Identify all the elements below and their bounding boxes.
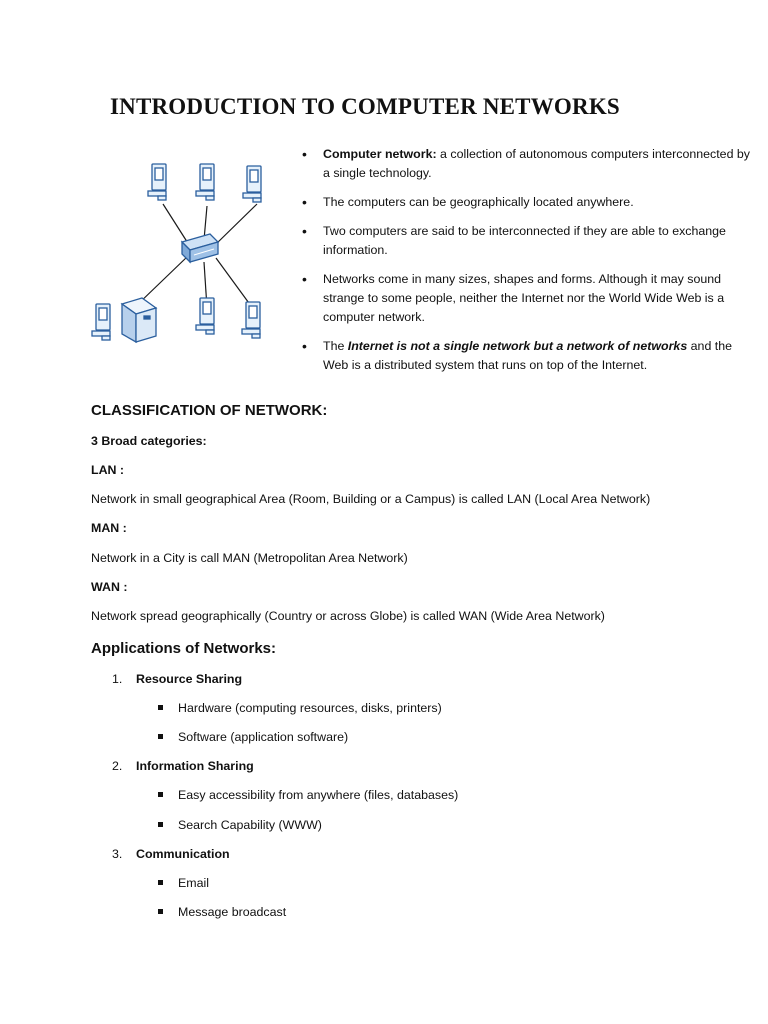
- application-item: [112, 759, 254, 773]
- bullet-item: [300, 337, 750, 375]
- server-icon: [122, 298, 156, 342]
- categories-subheading: 3 Broad categories:: [91, 434, 207, 448]
- square-bullet-icon: [158, 792, 163, 797]
- bullet-text: The: [323, 339, 348, 353]
- square-bullet-icon: [158, 822, 163, 827]
- square-bullet-icon: [158, 705, 163, 710]
- sub-item-text: Search Capability (WWW): [178, 818, 322, 832]
- item-title: Resource Sharing: [136, 672, 243, 686]
- bullet-item: [300, 222, 750, 260]
- network-diagram: [86, 158, 272, 348]
- application-item: [112, 847, 230, 861]
- bullet-text: Networks come in many sizes, shapes and forms. Although it may sound strange to some people, neither the Internet nor the World Wide Web is a computer network.: [323, 272, 725, 324]
- item-number: 1.: [112, 672, 123, 686]
- classification-heading: CLASSIFICATION OF NETWORK:: [91, 402, 328, 419]
- bullet-item: [300, 145, 750, 183]
- sub-item: [158, 701, 442, 715]
- bullet-item: [300, 193, 750, 212]
- network-switch-icon: [182, 234, 218, 262]
- sub-item-text: Email: [178, 876, 209, 890]
- computer-icon: [148, 164, 166, 200]
- intro-bullet-list: [300, 145, 750, 385]
- computer-icon: [196, 164, 214, 200]
- sub-item: [158, 730, 348, 744]
- bullet-emphasis: Internet is not a single network but a network of networks: [347, 339, 688, 353]
- square-bullet-icon: [158, 909, 163, 914]
- item-number: 3.: [112, 847, 123, 861]
- bullet-text: a collection of autonomous computers interconnected by a single technology.: [323, 147, 750, 180]
- man-description: Network in a City is call MAN (Metropolitan Area Network): [91, 551, 408, 565]
- man-label: MAN :: [91, 521, 127, 535]
- sub-item-text: Software (application software): [178, 730, 349, 744]
- sub-item-text: Hardware (computing resources, disks, printers): [178, 701, 442, 715]
- item-number: 2.: [112, 759, 123, 773]
- sub-item: [158, 788, 458, 802]
- classification-heading-wrap: [91, 402, 327, 419]
- sub-item-text: Message broadcast: [178, 905, 287, 919]
- lan-label: LAN :: [91, 463, 125, 477]
- bullet-text: The computers can be geographically located anywhere.: [323, 195, 634, 209]
- item-title: Communication: [136, 847, 230, 861]
- page-title: INTRODUCTION TO COMPUTER NETWORKS: [110, 94, 620, 119]
- computer-icon: [196, 298, 214, 334]
- bullet-text: Two computers are said to be interconnected if they are able to exchange information.: [323, 224, 726, 257]
- item-title: Information Sharing: [136, 759, 254, 773]
- wan-label: WAN :: [91, 580, 128, 594]
- sub-item: [158, 905, 286, 919]
- lan-description: Network in small geographical Area (Room, Building or a Campus) is called LAN (Local Area Network): [91, 492, 651, 506]
- square-bullet-icon: [158, 734, 163, 739]
- application-item: [112, 672, 242, 686]
- bullet-item: [300, 270, 750, 327]
- sub-item: [158, 818, 322, 832]
- computer-icon: [92, 304, 110, 340]
- bullet-text: and the Web is a distributed system that runs on top of the Internet.: [323, 339, 733, 372]
- computer-icon: [242, 302, 260, 338]
- sub-item-text: Easy accessibility from anywhere (files, databases): [178, 788, 459, 802]
- square-bullet-icon: [158, 880, 163, 885]
- wan-description: Network spread geographically (Country or across Globe) is called WAN (Wide Area Network): [91, 609, 605, 623]
- sub-item: [158, 876, 209, 890]
- bullet-term: Computer network:: [323, 147, 437, 161]
- applications-heading: Applications of Networks:: [91, 640, 277, 657]
- computer-icon: [243, 166, 261, 202]
